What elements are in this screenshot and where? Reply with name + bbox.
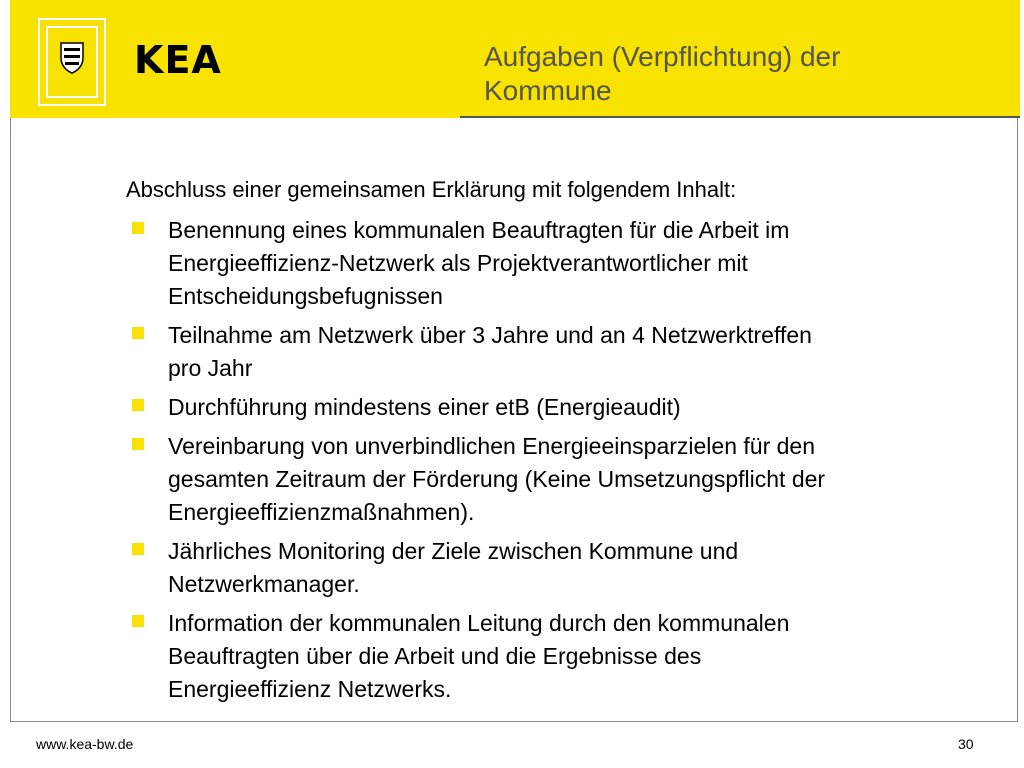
bullet-text-line: Entscheidungsbefugnissen	[168, 283, 443, 309]
logo-text: KEA	[134, 38, 222, 82]
bullet-text-line: Energieeffizienz Netzwerks.	[168, 676, 452, 702]
intro-text: Abschluss einer gemeinsamen Erklärung mit folgendem Inhalt:	[126, 177, 737, 202]
slide-title	[484, 40, 1004, 108]
list-item	[126, 391, 986, 424]
list-item	[126, 319, 986, 385]
list-item	[126, 214, 986, 313]
bullet-text-line: Benennung eines kommunalen Beauftragten für die Arbeit im	[168, 217, 790, 243]
bullet-list	[126, 214, 986, 712]
coat-of-arms-icon	[60, 42, 84, 74]
bullet-text-line: Beauftragten über die Arbeit und die Ergebnisse des	[168, 643, 702, 669]
page-number: 30	[958, 736, 974, 752]
bullet-text-line: gesamten Zeitraum der Förderung (Keine Umsetzungspflicht der	[168, 466, 826, 492]
kea-logo-frame	[38, 18, 106, 106]
square-bullet-icon	[132, 438, 144, 450]
square-bullet-icon	[132, 543, 144, 555]
bullet-text-line: Vereinbarung von unverbindlichen Energieeinsparzielen für den	[168, 433, 815, 459]
square-bullet-icon	[132, 327, 144, 339]
footer-url: www.kea-bw.de	[36, 736, 134, 752]
bullet-text-line: Teilnahme am Netzwerk über 3 Jahre und an 4 Netzwerktreffen	[168, 322, 812, 348]
square-bullet-icon	[132, 399, 144, 411]
bullet-text-line: Energieeffizienz-Netzwerk als Projektverantwortlicher mit	[168, 250, 748, 276]
slide-title-line: Aufgaben (Verpflichtung) der	[484, 41, 841, 72]
bullet-text-line: Information der kommunalen Leitung durch den kommunalen	[168, 610, 790, 636]
bullet-text-line: Netzwerkmanager.	[168, 571, 360, 597]
bullet-text-line: Jährliches Monitoring der Ziele zwischen Kommune und	[168, 538, 739, 564]
square-bullet-icon	[132, 222, 144, 234]
list-item	[126, 535, 986, 601]
square-bullet-icon	[132, 615, 144, 627]
list-item	[126, 430, 986, 529]
list-item	[126, 607, 986, 706]
bullet-text-line: pro Jahr	[168, 355, 253, 381]
bullet-text-line: Durchführung mindestens einer etB (Energieaudit)	[168, 394, 681, 420]
bullet-text-line: Energieeffizienzmaßnahmen).	[168, 499, 475, 525]
slide-title-line: Kommune	[484, 75, 612, 106]
